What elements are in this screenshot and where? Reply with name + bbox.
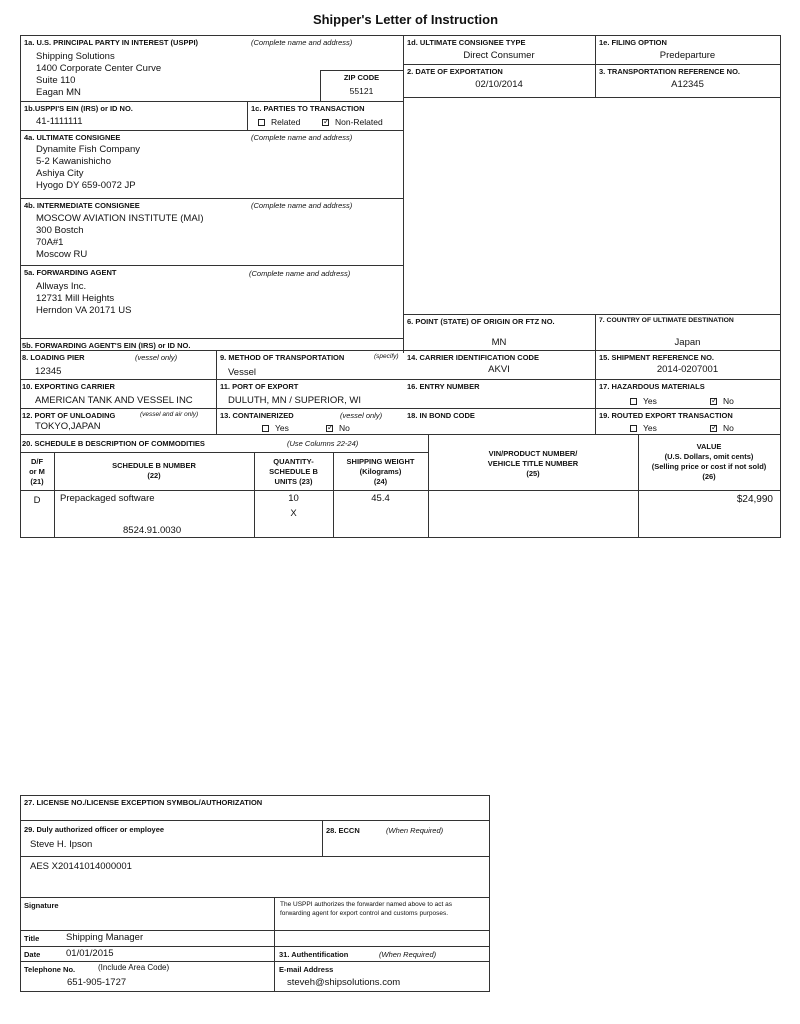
address-line: Allways Inc. — [36, 281, 87, 292]
address-line: 12731 Mill Heights — [36, 293, 115, 304]
option-label: Related — [271, 117, 301, 127]
checked-checkbox-icon[interactable] — [326, 425, 333, 432]
address-line: Hyogo DY 659-0072 JP — [36, 180, 136, 191]
routed-export-label: 19. ROUTED EXPORT TRANSACTION — [599, 411, 733, 420]
line-item-df: D — [33, 495, 41, 506]
divider — [216, 350, 217, 434]
port-unloading-note: (vessel and air only) — [140, 411, 199, 418]
export-date-label: 2. DATE OF EXPORTATION — [407, 67, 503, 76]
routed-yes-option[interactable] — [630, 423, 657, 433]
option-label: Yes — [643, 396, 657, 406]
parties-related-option[interactable] — [258, 117, 300, 127]
authorization-statement: The USPPI authorizes the forwarder named above to act as forwarding agent for export control and customs purposes. — [280, 901, 452, 917]
port-unloading-label: 12. PORT OF UNLOADING — [22, 411, 116, 420]
filing-option-value: Predeparture — [659, 50, 716, 61]
transport-ref-label: 3. TRANSPORTATION REFERENCE NO. — [599, 67, 740, 76]
transport-ref-value: A12345 — [671, 79, 704, 90]
eccn-note: (When Required) — [386, 826, 444, 835]
address-line: Suite 110 — [36, 75, 76, 86]
containerized-yes-option[interactable] — [262, 423, 289, 433]
page-title: Shipper's Letter of Instruction — [312, 12, 499, 27]
usppi-label: 1a. U.S. PRINCIPAL PARTY IN INTEREST (USPPI) — [24, 38, 199, 47]
intermediate-consignee-note: (Complete name and address) — [251, 201, 353, 210]
col-vin-header: VIN/PRODUCT NUMBER/ VEHICLE TITLE NUMBER (25) — [487, 449, 579, 478]
hazardous-label: 17. HAZARDOUS MATERIALS — [599, 382, 705, 391]
divider — [20, 101, 403, 102]
transport-method-label: 9. METHOD OF TRANSPORTATION — [220, 353, 345, 362]
telephone-note: (Include Area Code) — [98, 963, 170, 972]
address-line: MOSCOW AVIATION INSTITUTE (MAI) — [36, 213, 204, 224]
col-weight-header: SHIPPING WEIGHT (Kilograms) (24) — [346, 457, 415, 486]
agent-ein-label: 5b. FORWARDING AGENT'S EIN (IRS) or ID NO. — [22, 341, 191, 350]
loading-pier-label: 8. LOADING PIER — [22, 353, 85, 362]
schedule-b-note: (Use Columns 22-24) — [287, 439, 359, 448]
signature-label: Signature — [24, 901, 59, 910]
date-value: 01/01/2015 — [66, 948, 114, 959]
officer-value: Steve H. Ipson — [30, 839, 93, 850]
address-line: 300 Bostch — [36, 225, 84, 236]
address-line: Ashiya City — [36, 168, 84, 179]
containerized-note: (vessel only) — [340, 411, 383, 420]
divider — [403, 314, 780, 315]
divider — [403, 64, 780, 65]
exporting-carrier-value: AMERICAN TANK AND VESSEL INC — [35, 395, 193, 406]
title-value: Shipping Manager — [66, 932, 144, 943]
email-label: E-mail Address — [279, 965, 334, 974]
divider — [20, 930, 489, 931]
shipment-ref-value: 2014-0207001 — [656, 364, 719, 375]
line-item-schedule-b-number: 8524.91.0030 — [123, 525, 182, 536]
col-quantity-header: QUANTITY- SCHEDULE B UNITS (23) — [269, 457, 318, 486]
intermediate-consignee-label: 4b. INTERMEDIATE CONSIGNEE — [24, 201, 140, 210]
address-line: Herndon VA 20171 US — [36, 305, 132, 316]
usppi-address — [36, 51, 161, 99]
line-item-weight: 45.4 — [371, 493, 390, 504]
destination-country-label: 7. COUNTRY OF ULTIMATE DESTINATION — [599, 317, 734, 324]
line-item-description: Prepackaged software — [60, 493, 155, 504]
address-line: Shipping Solutions — [36, 51, 115, 62]
address-line: Moscow RU — [36, 249, 88, 260]
divider — [20, 130, 403, 131]
option-label: No — [723, 396, 734, 406]
title-label: Title — [24, 934, 40, 943]
line-item-value: $24,990 — [736, 494, 773, 505]
line-item-quantity: 10 — [288, 493, 299, 504]
parties-non-related-option[interactable] — [322, 117, 383, 127]
telephone-value: 651-905-1727 — [67, 977, 127, 988]
port-of-export-value: DULUTH, MN / SUPERIOR, WI — [228, 395, 362, 406]
checked-checkbox-icon[interactable] — [710, 425, 717, 432]
hazardous-no-option[interactable] — [710, 396, 734, 406]
option-label: Non-Related — [335, 117, 383, 127]
divider — [20, 490, 780, 491]
divider — [20, 379, 780, 380]
aes-value: AES X20141014000001 — [30, 861, 132, 872]
transport-method-note: (specify) — [374, 353, 399, 360]
zip-code-value: 55121 — [349, 86, 374, 96]
point-of-origin-value: MN — [491, 337, 507, 348]
divider — [247, 101, 248, 130]
divider — [20, 198, 403, 199]
col-df-header: D/F or M (21) — [29, 457, 45, 486]
checked-checkbox-icon[interactable] — [322, 119, 329, 126]
divider — [274, 897, 275, 992]
ultimate-consignee-address — [36, 144, 140, 192]
checked-checkbox-icon[interactable] — [710, 398, 717, 405]
hazardous-yes-option[interactable] — [630, 396, 657, 406]
port-of-export-label: 11. PORT OF EXPORT — [220, 382, 299, 391]
schedule-b-label: 20. SCHEDULE B DESCRIPTION OF COMMODITIES — [22, 439, 205, 448]
option-label: No — [723, 423, 734, 433]
port-unloading-value: TOKYO,JAPAN — [35, 421, 101, 432]
ultimate-consignee-label: 4a. ULTIMATE CONSIGNEE — [24, 133, 121, 142]
exporting-carrier-label: 10. EXPORTING CARRIER — [22, 382, 115, 391]
point-of-origin-label: 6. POINT (STATE) OF ORIGIN OR FTZ NO. — [407, 317, 555, 326]
checkbox-icon[interactable] — [630, 398, 637, 405]
option-label: No — [339, 423, 350, 433]
loading-pier-note: (vessel only) — [135, 353, 178, 362]
forwarding-agent-label: 5a. FORWARDING AGENT — [24, 268, 117, 277]
divider — [20, 350, 780, 351]
officer-label: 29. Duly authorized officer or employee — [24, 825, 165, 834]
routed-no-option[interactable] — [710, 423, 734, 433]
checkbox-icon[interactable] — [258, 119, 265, 126]
divider — [20, 961, 489, 962]
forwarding-agent-note: (Complete name and address) — [249, 269, 351, 278]
divider — [20, 946, 489, 947]
option-label: Yes — [275, 423, 289, 433]
intermediate-consignee-address — [36, 213, 203, 261]
checkbox-icon[interactable] — [262, 425, 269, 432]
checkbox-icon[interactable] — [630, 425, 637, 432]
date-label: Date — [24, 950, 41, 959]
telephone-label: Telephone No. — [24, 965, 76, 974]
divider — [20, 338, 403, 339]
divider — [403, 97, 780, 98]
divider — [20, 452, 428, 453]
divider — [322, 820, 323, 856]
divider — [20, 820, 489, 821]
consignee-type-value: Direct Consumer — [463, 50, 535, 61]
option-label: Yes — [643, 423, 657, 433]
eccn-label: 28. ECCN — [326, 826, 360, 835]
address-line: 1400 Corporate Center Curve — [36, 63, 162, 74]
containerized-no-option[interactable] — [326, 423, 350, 433]
ultimate-consignee-note: (Complete name and address) — [251, 133, 353, 142]
authentication-note: (When Required) — [379, 950, 437, 959]
transport-method-value: Vessel — [228, 367, 256, 378]
containerized-label: 13. CONTAINERIZED — [220, 411, 294, 420]
address-line: 5-2 Kawanishicho — [36, 156, 111, 167]
destination-country-value: Japan — [674, 337, 701, 348]
forwarding-agent-address — [36, 281, 131, 317]
address-line: Dynamite Fish Company — [36, 144, 141, 155]
loading-pier-value: 12345 — [35, 366, 62, 377]
email-value: steveh@shipsolutions.com — [287, 977, 401, 988]
authentication-label: 31. Authentification — [279, 950, 349, 959]
line-item-unit: X — [290, 508, 297, 519]
divider — [20, 265, 403, 266]
divider — [20, 856, 489, 857]
in-bond-label: 18. IN BOND CODE — [407, 411, 475, 420]
col-schedule-b-header: SCHEDULE B NUMBER (22) — [112, 461, 196, 480]
entry-number-label: 16. ENTRY NUMBER — [407, 382, 480, 391]
parties-label: 1c. PARTIES TO TRANSACTION — [251, 104, 365, 113]
usppi-note: (Complete name and address) — [251, 38, 353, 47]
divider — [320, 70, 403, 71]
usppi-ein-label: 1b.USPPI'S EIN (IRS) or ID NO. — [24, 104, 133, 113]
shipment-ref-label: 15. SHIPMENT REFERENCE NO. — [599, 353, 715, 362]
usppi-ein-value: 41-1111111 — [36, 116, 83, 127]
divider — [20, 897, 489, 898]
col-value-header: VALUE (U.S. Dollars, omit cents) (Selling price or cost if not sold) (26) — [651, 442, 767, 481]
license-label: 27. LICENSE NO./LICENSE EXCEPTION SYMBOL/AUTHORIZATION — [24, 798, 263, 807]
export-date-value: 02/10/2014 — [475, 79, 523, 90]
carrier-id-value: AKVI — [488, 364, 510, 375]
divider — [20, 434, 780, 435]
carrier-id-label: 14. CARRIER IDENTIFICATION CODE — [407, 353, 539, 362]
address-line: Eagan MN — [36, 87, 81, 98]
zip-code-label: ZIP CODE — [343, 73, 380, 82]
filing-option-label: 1e. FILING OPTION — [599, 38, 667, 47]
consignee-type-label: 1d. ULTIMATE CONSIGNEE TYPE — [407, 38, 526, 47]
divider — [20, 408, 780, 409]
address-line: 70A#1 — [36, 237, 64, 248]
